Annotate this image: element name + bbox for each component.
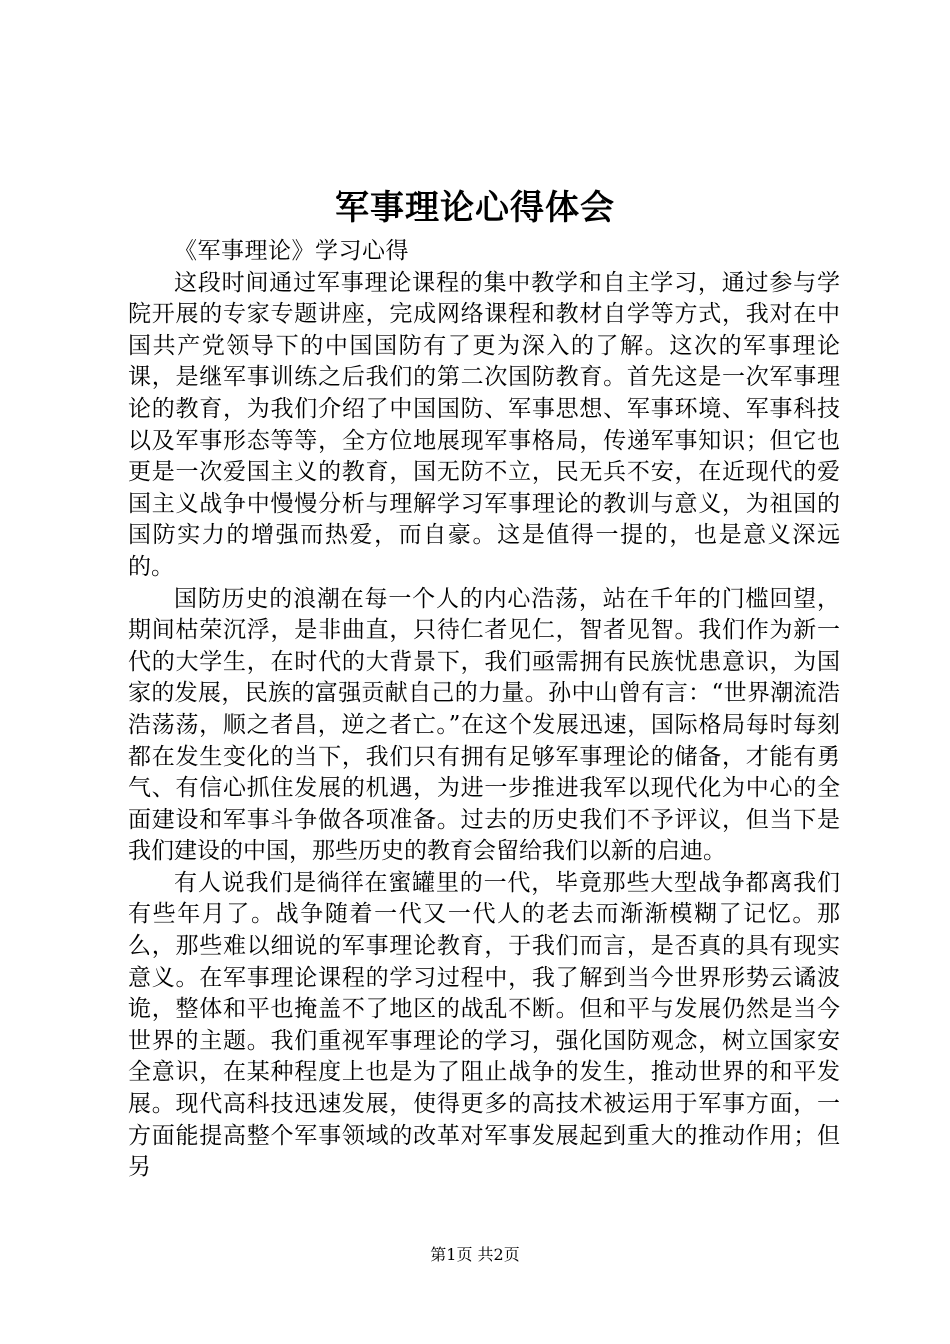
paragraph-2: 国防历史的浪潮在每一个人的内心浩荡，站在千年的门槛回望，期间枯荣沉浮，是非曲直，只待仁者见仁，智者见智。我们作为新一代的大学生，在时代的大背景下，我们亟需拥有民族忧患意识，为国家的发展，民族的富强贡献自己的力量。孙中山曾有言：“世界潮流浩浩荡荡，顺之者昌，逆之者亡。”在这个发展迅速，国际格局每时每刻都在发生变化的当下，我们只有拥有足够军事理论的储备，才能有勇气、有信心抓住发展的机遇，为进一步推进我军以现代化为中心的全面建设和军事斗争做各项准备。过去的历史我们不予评议，但当下是我们建设的中国，那些历史的教育会留给我们以新的启迪。: [128, 585, 840, 865]
paragraph-3: 有人说我们是徜徉在蜜罐里的一代，毕竟那些大型战争都离我们有些年月了。战争随着一代又一代人的老去而渐渐模糊了记忆。那么，那些难以细说的军事理论教育，于我们而言，是否真的具有现实意义。在军事理论课程的学习过程中，我了解到当今世界形势云谲波诡，整体和平也掩盖不了地区的战乱不断。但和平与发展仍然是当今世界的主题。我们重视军事理论的学习，强化国防观念，树立国家安全意识，在某种程度上也是为了阻止战争的发生，推动世界的和平发展。现代高科技迅速发展，使得更多的高技术被运用于军事方面，一方面能提高整个军事领域的改革对军事发展起到重大的推动作用；但另: [128, 869, 840, 1181]
paragraph-1: 这段时间通过军事理论课程的集中教学和自主学习，通过参与学院开展的专家专题讲座，完成网络课程和教材自学等方式，我对在中国共产党领导下的中国国防有了更为深入的了解。这次的军事理论课，是继军事训练之后我们的第二次国防教育。首先这是一次军事理论的教育，为我们介绍了中国国防、军事思想、军事环境、军事科技以及军事形态等等，全方位地展现军事格局，传递军事知识；但它也更是一次爱国主义的教育，国无防不立，民无兵不安，在近现代的爱国主义战争中慢慢分析与理解学习军事理论的教训与意义，为祖国的国防实力的增强而热爱，而自豪。这是值得一提的，也是意义深远的。: [128, 269, 840, 580]
document-body: [128, 236, 840, 1184]
document-title: 军事理论心得体会: [335, 188, 615, 228]
document-subtitle: 《军事理论》学习心得: [174, 238, 409, 264]
page-number-footer: 第1页 共2页: [430, 1245, 520, 1264]
